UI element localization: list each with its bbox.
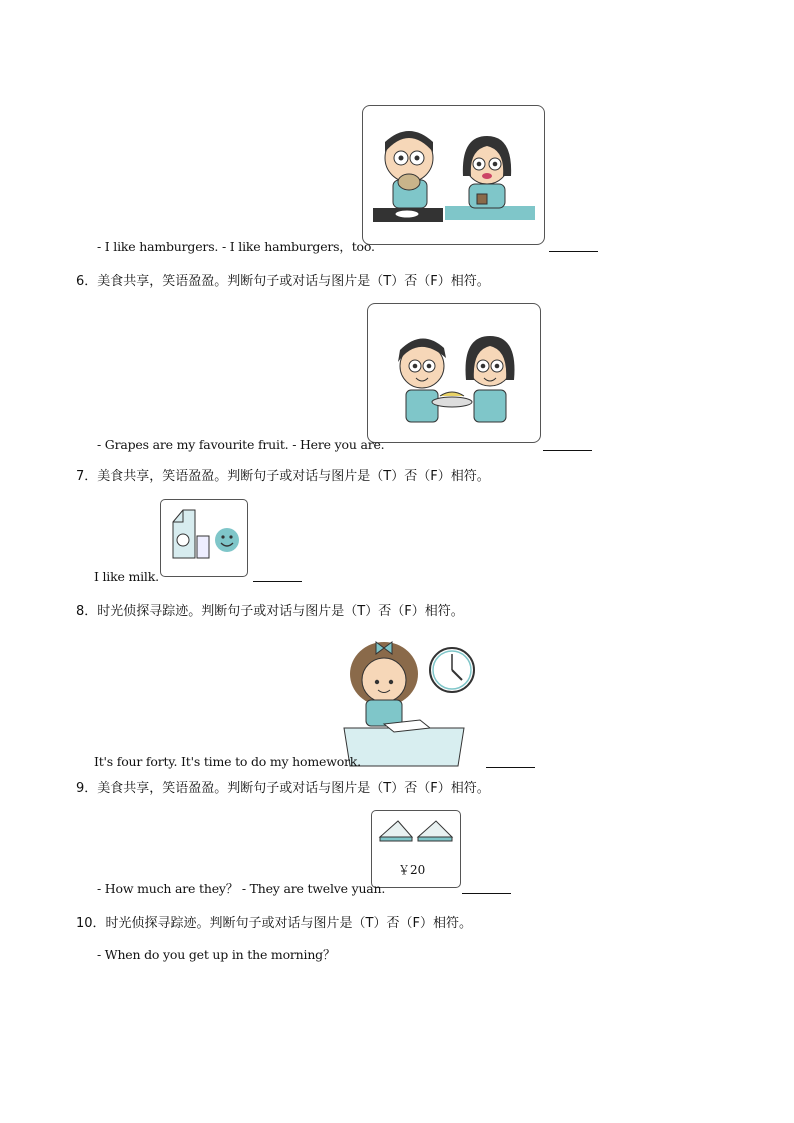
- q9-picture: [371, 810, 461, 888]
- q5-sentence: - I like hamburgers. - I like hamburgers，too.: [97, 239, 375, 254]
- q5-picture: [362, 105, 545, 245]
- q5-answer-blank[interactable]: [549, 251, 598, 252]
- q6-picture: [367, 303, 541, 443]
- q9-sentence: - How much are they？ - They are twelve yuan.: [97, 881, 386, 896]
- q10-header: 10．时光侦探寻踪迹。判断句子或对话与图片是（T）否（F）相符。: [76, 916, 472, 931]
- q7-answer-blank[interactable]: [253, 581, 302, 582]
- q6-sentence: - Grapes are my favourite fruit. - Here you are.: [97, 437, 385, 452]
- q6-header: 6．美食共享，笑语盈盈。判断句子或对话与图片是（T）否（F）相符。: [76, 274, 490, 289]
- q7-header: 7．美食共享，笑语盈盈。判断句子或对话与图片是（T）否（F）相符。: [76, 469, 490, 484]
- q8-sentence: It's four forty. It's time to do my homework.: [94, 754, 361, 769]
- q8-answer-blank[interactable]: [486, 767, 535, 768]
- q8-header: 8．时光侦探寻踪迹。判断句子或对话与图片是（T）否（F）相符。: [76, 604, 464, 619]
- q9-header: 9．美食共享，笑语盈盈。判断句子或对话与图片是（T）否（F）相符。: [76, 781, 490, 796]
- q7-picture: [160, 499, 248, 577]
- q9-answer-blank[interactable]: [462, 893, 511, 894]
- q6-answer-blank[interactable]: [543, 450, 592, 451]
- q8-picture: [336, 630, 484, 768]
- price-tag: ￥20: [398, 863, 426, 877]
- q7-sentence: I like milk.: [94, 569, 159, 584]
- q10-sentence: - When do you get up in the morning？: [97, 947, 336, 962]
